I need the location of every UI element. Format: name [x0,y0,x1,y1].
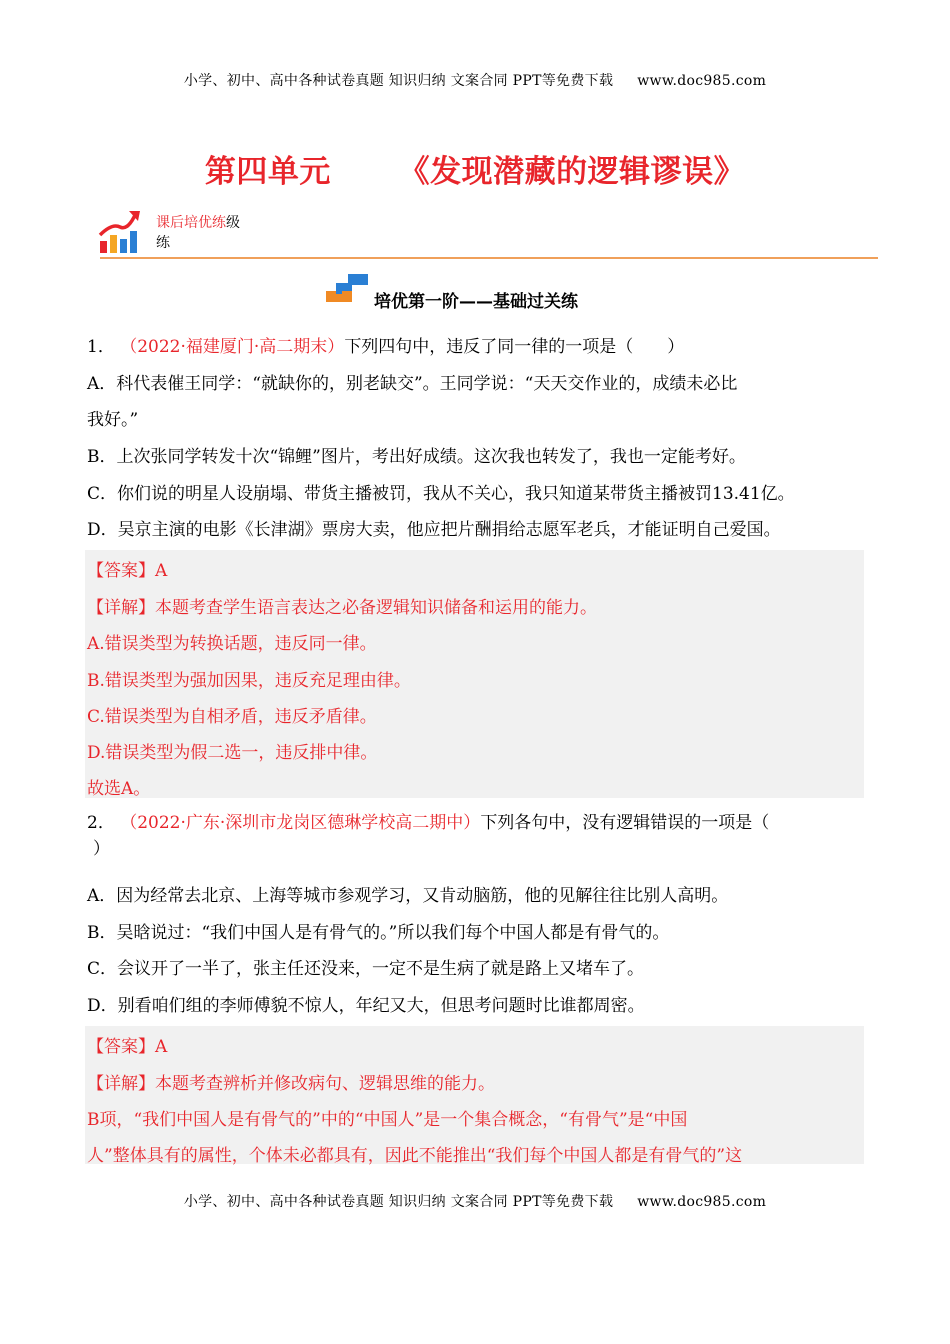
sub-label-red: 课后培优练 [156,215,226,231]
question-text: 下列各句中，没有逻辑错误的一项是（ [480,813,770,833]
page-title: 第四单元 《发现潜藏的逻辑谬误》 [204,154,746,190]
q1-option-c: C．你们说的明星人设崩塌、带货主播被罚，我从不关心，我只知道某带货主播被罚13.41亿。 [87,484,795,504]
q1-explain-c: C.错误类型为自相矛盾，违反矛盾律。 [87,707,377,727]
q1-detail: 【详解】本题考查学生语言表达之必备逻辑知识储备和运用的能力。 [87,598,597,618]
q1-option-a-line1: A．科代表催王同学：“就缺你的，别老缺交”。王同学说：“天天交作业的，成绩未必比 [87,374,738,394]
sub-label-rest1: 级 [226,215,240,231]
growth-chart-icon [98,209,144,255]
footer-url[interactable]: www.doc985.com [637,1194,767,1210]
q2-explain-b-line1: B项，“我们中国人是有骨气的”中的“中国人”是一个集合概念，“有骨气”是“中国 [87,1110,688,1130]
q1-explain-a: A.错误类型为转换话题，违反同一律。 [87,634,377,654]
question-text-end: ） [93,839,110,859]
section-title: 培优第一阶——基础过关练 [374,292,578,312]
sub-label [156,213,256,253]
q2-explain-b-line2: 人”整体具有的属性，个体未必都具有，因此不能推出“我们每个中国人都是有骨气的”这 [87,1146,743,1166]
question-2-stem [87,810,877,862]
q1-option-b: B．上次张同学转发十次“锦鲤”图片，考出好成绩。这次我也转发了，我也一定能考好。 [87,447,746,467]
question-text: 下列四句中，违反了同一律的一项是（ ） [344,337,685,357]
question-number: 1． [87,337,115,357]
page-footer [0,1191,950,1211]
q1-conclusion: 故选A。 [87,779,151,799]
question-source: （2022·福建厦门·高二期末） [120,337,345,357]
q2-option-b: B．吴晗说过：“我们中国人是有骨气的。”所以我们每个中国人都是有骨气的。 [87,923,670,943]
divider [100,257,878,259]
q2-answer-box [85,1026,864,1164]
q2-answer: 【答案】A [87,1037,168,1057]
question-source: （2022·广东·深圳市龙岗区德琳学校高二期中） [120,813,481,833]
stairs-icon [326,274,370,302]
q1-explain-d: D.错误类型为假二选一，违反排中律。 [87,743,378,763]
q2-option-a: A．因为经常去北京、上海等城市参观学习，又肯动脑筋，他的见解往往比别人高明。 [87,886,729,906]
question-number: 2． [87,813,115,833]
sub-label-rest2: 练 [156,235,170,251]
q1-option-a-line2: 我好。” [87,410,139,430]
q2-option-d: D．别看咱们组的李师傅貌不惊人，年纪又大，但思考问题时比谁都周密。 [87,996,645,1016]
q1-answer-box [85,550,864,798]
question-1-stem [87,334,877,360]
q2-option-c: C．会议开了一半了，张主任还没来，一定不是生病了就是路上又堵车了。 [87,959,645,979]
header-url[interactable]: www.doc985.com [637,73,767,89]
q1-explain-b: B.错误类型为强加因果，违反充足理由律。 [87,671,411,691]
page-header [0,70,950,90]
footer-text: 小学、初中、高中各种试卷真题 知识归纳 文案合同 PPT等免费下载 [183,1194,614,1210]
q1-option-d: D．吴京主演的电影《长津湖》票房大卖，他应把片酬捐给志愿军老兵，才能证明自己爱国。 [87,520,781,540]
q1-answer: 【答案】A [87,561,168,581]
q2-detail: 【详解】本题考查辨析并修改病句、逻辑思维的能力。 [87,1074,495,1094]
header-text: 小学、初中、高中各种试卷真题 知识归纳 文案合同 PPT等免费下载 [183,73,614,89]
